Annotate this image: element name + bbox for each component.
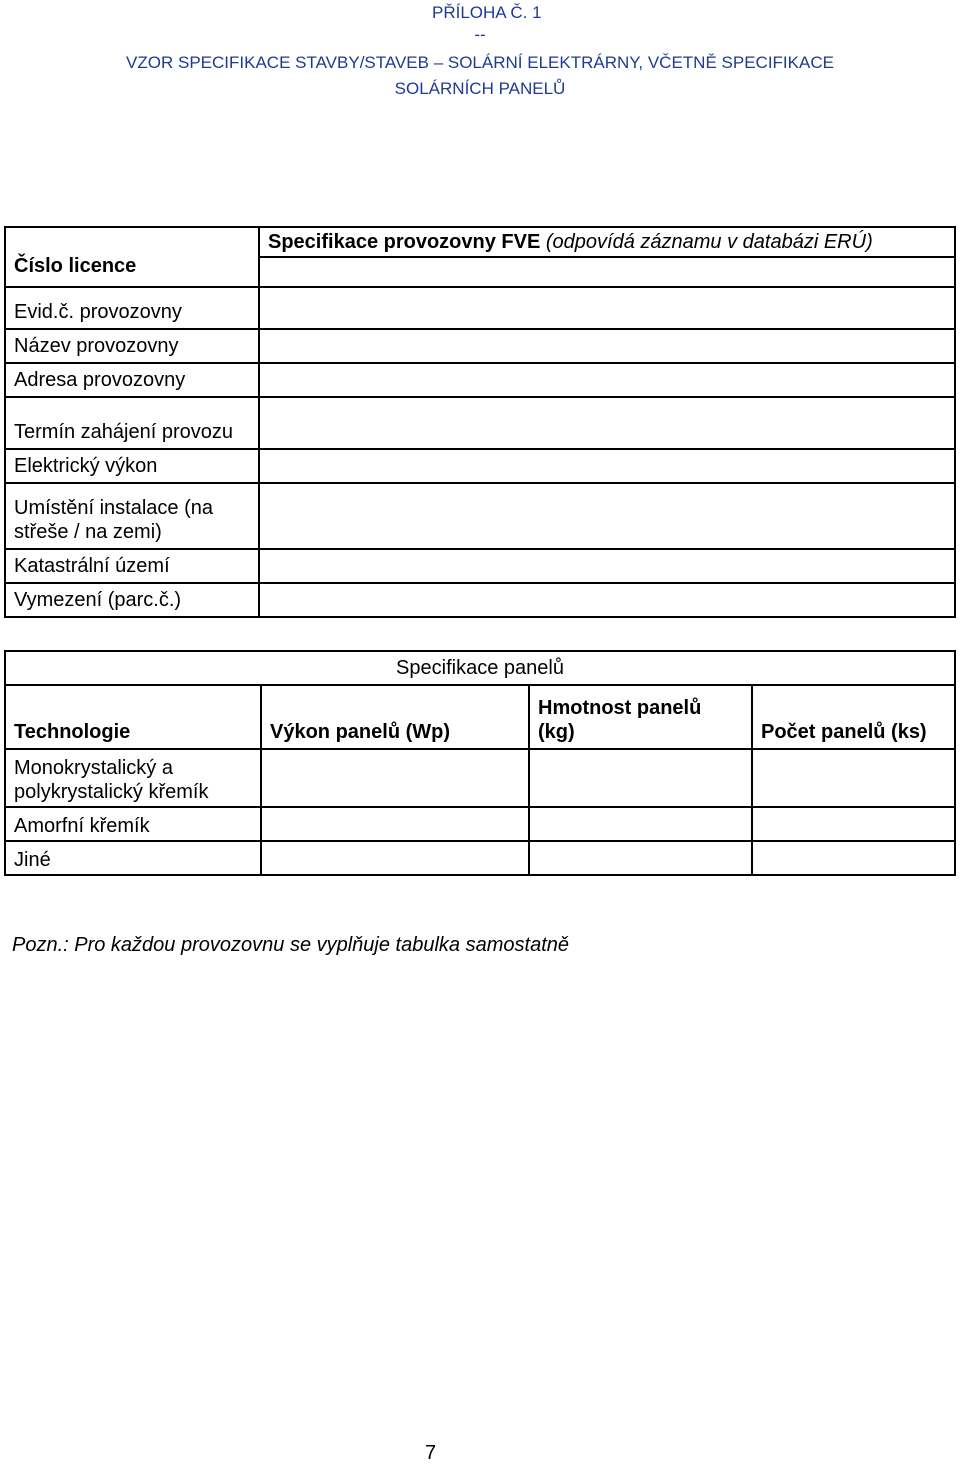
tech-row-other: Jiné	[5, 841, 261, 875]
plant-spec-heading	[259, 227, 955, 257]
cell-count-amorphous[interactable]	[752, 807, 955, 841]
panel-spec-table	[4, 650, 956, 876]
row-value-cadastral[interactable]	[259, 549, 955, 583]
footnote: Pozn.: Pro každou provozovnu se vyplňuje tabulka samostatně	[12, 934, 569, 956]
row-value-address[interactable]	[259, 363, 955, 397]
col-count: Počet panelů (ks)	[752, 685, 955, 749]
row-value-evid[interactable]	[259, 287, 955, 329]
row-label-power: Elektrický výkon	[5, 449, 259, 483]
row-label-parcel: Vymezení (parc.č.)	[5, 583, 259, 617]
col-technology: Technologie	[5, 685, 261, 749]
cell-power-amorphous[interactable]	[261, 807, 529, 841]
col-weight: Hmotnost panelů (kg)	[529, 685, 752, 749]
tech-row-crystalline: Monokrystalický a polykrystalický křemík	[5, 749, 261, 807]
row-label-address: Adresa provozovny	[5, 363, 259, 397]
cell-weight-crystalline[interactable]	[529, 749, 752, 807]
row-label-evid: Evid.č. provozovny	[5, 287, 259, 329]
row-label-placement: Umístění instalace (na střeše / na zemi)	[5, 483, 259, 549]
row-label-start-date: Termín zahájení provozu	[5, 397, 259, 449]
cell-power-crystalline[interactable]	[261, 749, 529, 807]
cell-power-other[interactable]	[261, 841, 529, 875]
tech-row-amorphous: Amorfní křemík	[5, 807, 261, 841]
header-dash: --	[474, 25, 486, 44]
row-label-cadastral: Katastrální území	[5, 549, 259, 583]
plant-spec-heading-bold: Specifikace provozovny FVE	[268, 231, 541, 253]
cell-count-crystalline[interactable]	[752, 749, 955, 807]
document-title-line1: VZOR SPECIFIKACE STAVBY/STAVEB – SOLÁRNÍ ELEKTRÁRNY, VČETNĚ SPECIFIKACE	[126, 53, 834, 72]
panel-spec-heading: Specifikace panelů	[5, 651, 955, 685]
document-title-line2: SOLÁRNÍCH PANELŮ	[394, 79, 566, 98]
annex-label: PŘÍLOHA Č. 1	[432, 3, 542, 22]
plant-spec-heading-italic: (odpovídá záznamu v databázi ERÚ)	[545, 231, 873, 253]
row-value-power[interactable]	[259, 449, 955, 483]
license-label: Číslo licence	[5, 227, 259, 287]
plant-spec-table	[4, 226, 956, 618]
col-power: Výkon panelů (Wp)	[261, 685, 529, 749]
license-value[interactable]	[259, 257, 955, 287]
page-number: 7	[425, 1442, 437, 1464]
cell-weight-other[interactable]	[529, 841, 752, 875]
row-value-placement[interactable]	[259, 483, 955, 549]
cell-count-other[interactable]	[752, 841, 955, 875]
row-label-name: Název provozovny	[5, 329, 259, 363]
cell-weight-amorphous[interactable]	[529, 807, 752, 841]
row-value-name[interactable]	[259, 329, 955, 363]
row-value-start-date[interactable]	[259, 397, 955, 449]
row-value-parcel[interactable]	[259, 583, 955, 617]
